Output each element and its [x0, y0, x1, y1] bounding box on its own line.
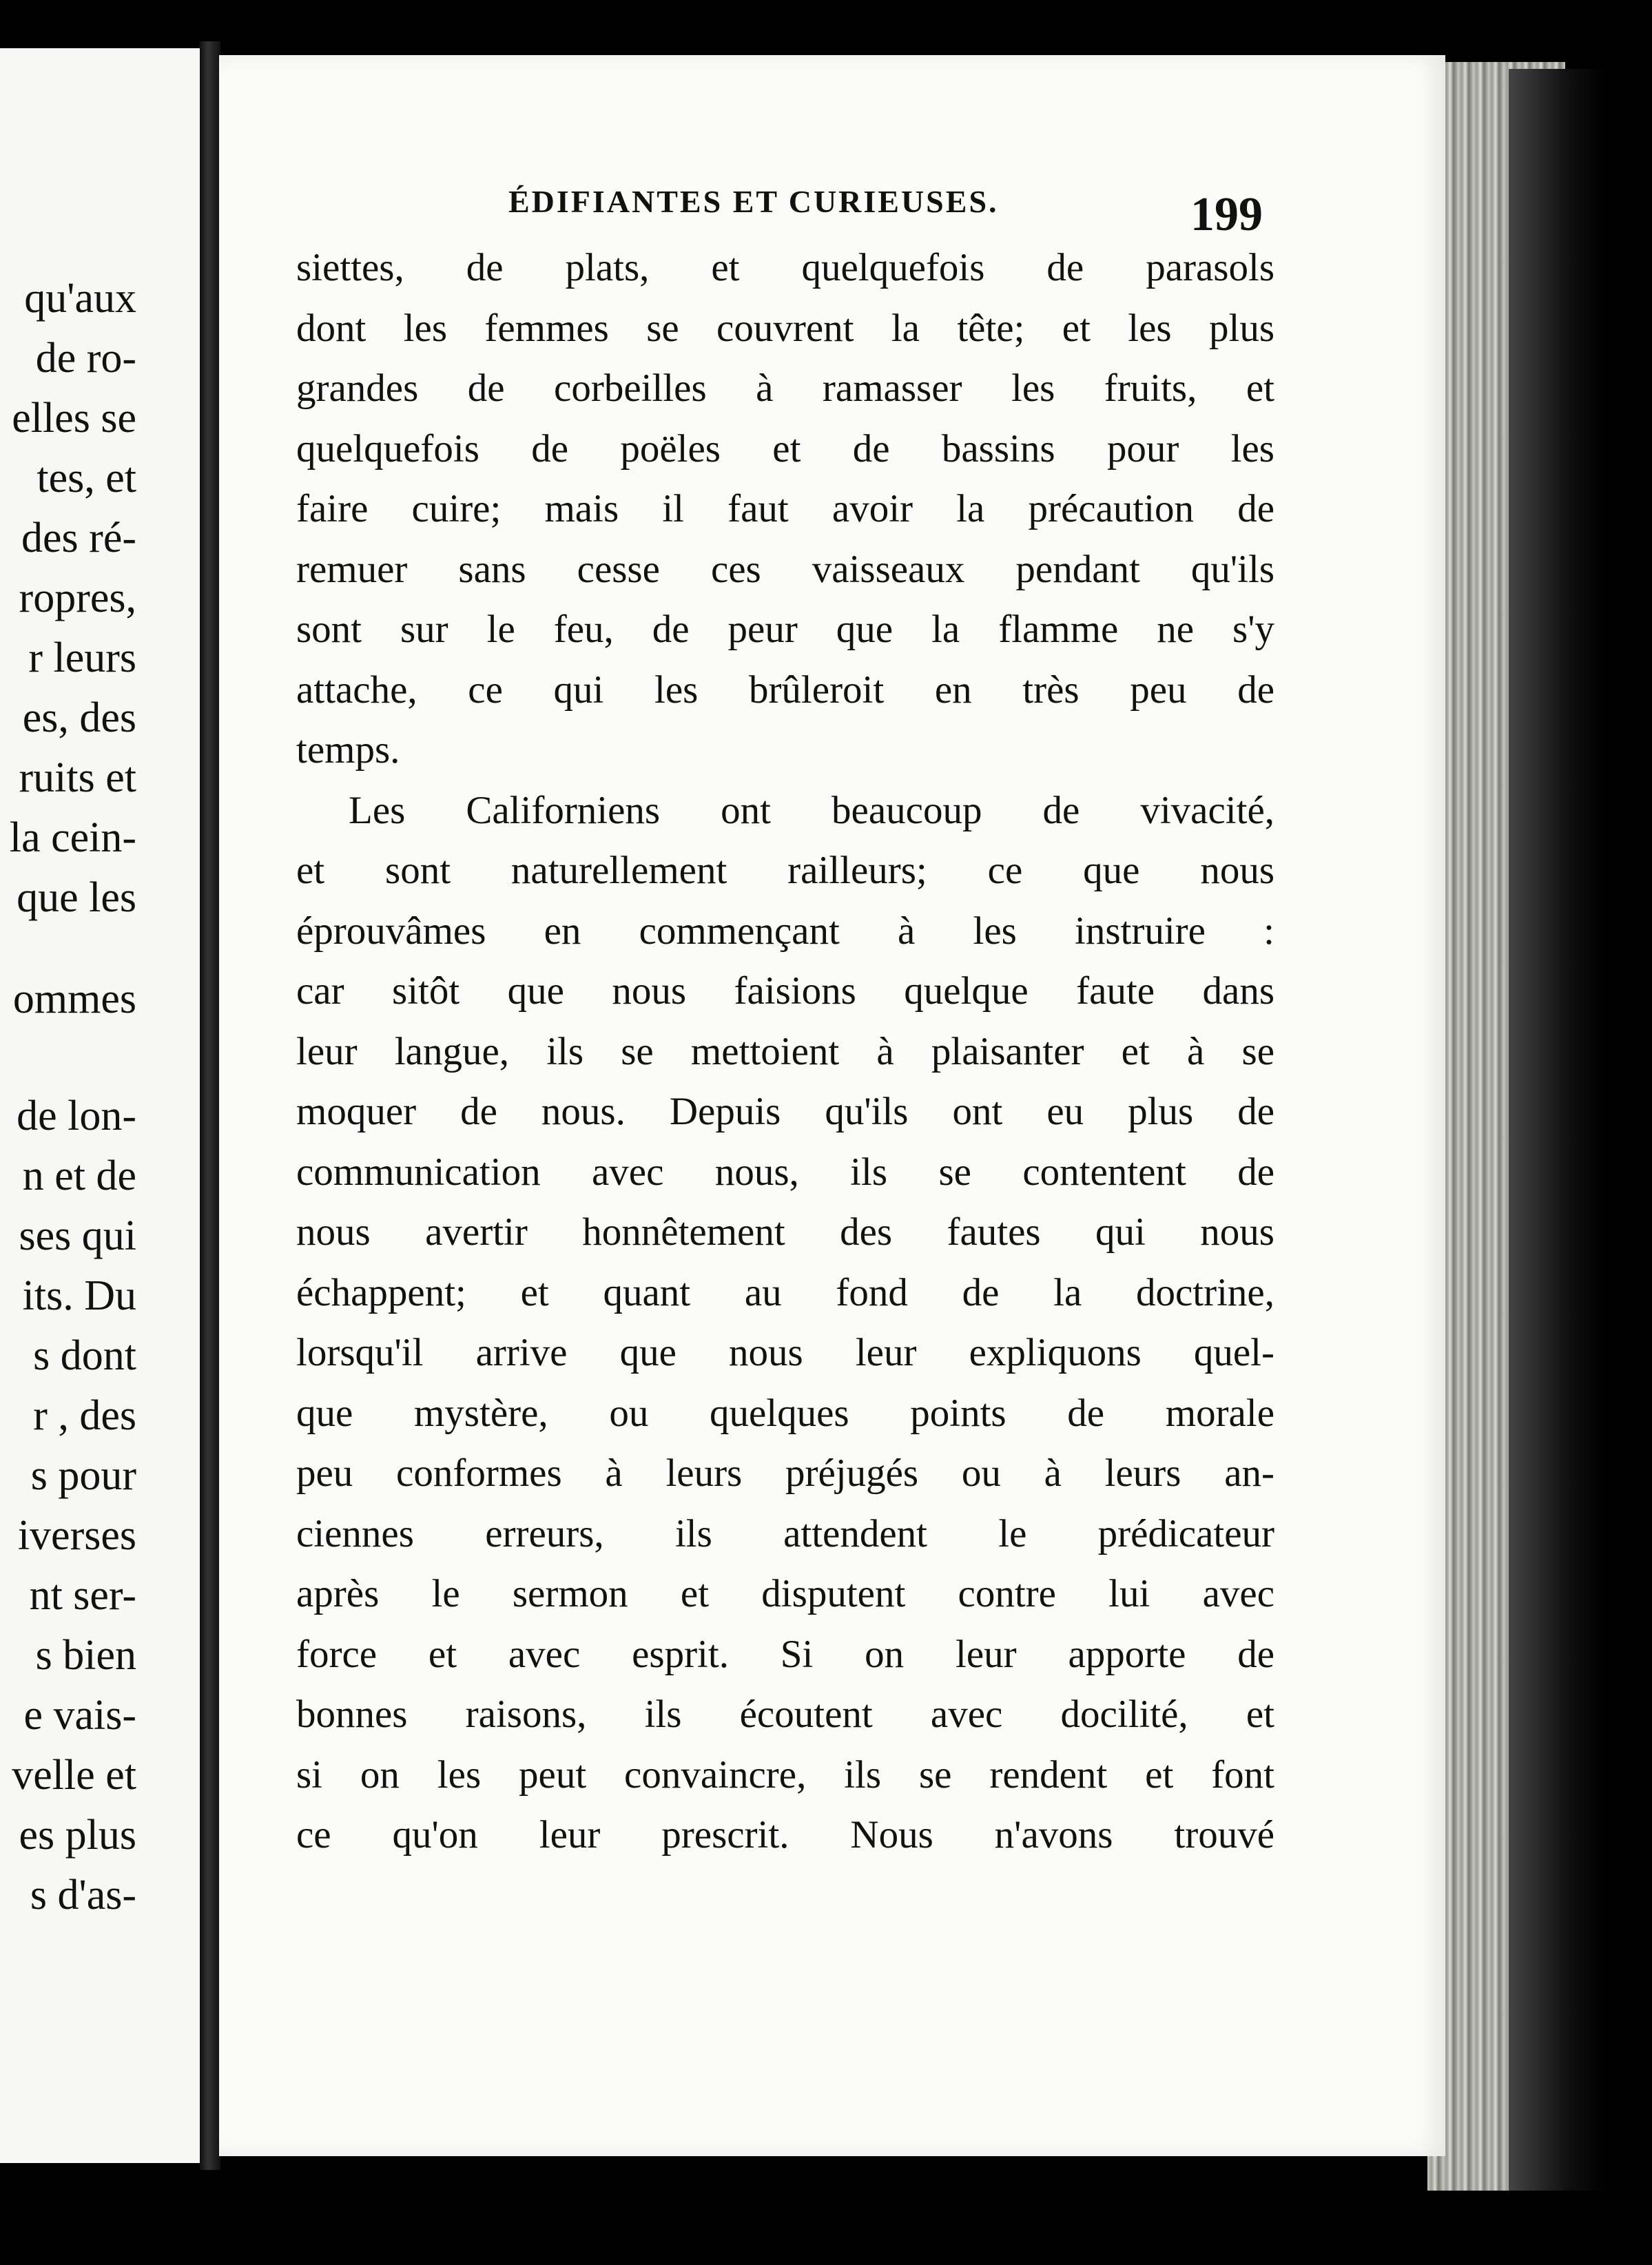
left-page-fragment: [0, 48, 204, 2163]
left-page-line: la cein-: [9, 814, 136, 861]
text-line: force et avec esprit. Si on leur apporte de: [296, 1632, 1274, 1676]
left-page-line: velle et: [12, 1752, 136, 1799]
text-line: si on les peut convaincre, ils se rendent et font: [296, 1752, 1274, 1797]
left-page-line: elles se: [12, 395, 136, 442]
text-line: et sont naturellement railleurs; ce que nous: [296, 849, 1274, 892]
page-number: 199: [1190, 188, 1263, 241]
left-page-line: ses qui: [19, 1212, 136, 1259]
left-page-line: ommes: [12, 975, 136, 1022]
text-line: dont les femmes se couvrent la tête; et les plus: [296, 306, 1274, 350]
text-line: ce qu'on leur prescrit. Nous n'avons trouvé: [296, 1813, 1274, 1857]
left-page-line: s d'as-: [30, 1872, 136, 1918]
text-line: échappent; et quant au fond de la doctrine,: [296, 1270, 1274, 1314]
left-page-line: s dont: [33, 1332, 136, 1379]
running-title: ÉDIFIANTES ET CURIEUSES.: [508, 184, 999, 219]
text-line: temps.: [296, 728, 400, 772]
left-page-line: de lon-: [17, 1093, 136, 1139]
left-page-line: ruits et: [19, 754, 136, 801]
text-line: bonnes raisons, ils écoutent avec docilité, et: [296, 1693, 1274, 1736]
left-page-line: iverses: [17, 1512, 136, 1559]
paragraph-2: [296, 780, 1274, 1865]
left-page-line: n et de: [22, 1152, 136, 1199]
left-page-line: s pour: [30, 1452, 136, 1499]
left-page-line: tes, et: [37, 455, 136, 501]
left-page-text: [10, 269, 136, 1925]
left-page-line: es, des: [22, 694, 136, 741]
text-line: peu conformes à leurs préjugés ou à leurs an-: [296, 1451, 1274, 1495]
text-line: siettes, de plats, et quelquefois de parasols: [296, 246, 1274, 289]
text-line: après le sermon et disputent contre lui avec: [296, 1572, 1274, 1615]
left-page-line: e vais-: [23, 1692, 136, 1739]
left-page-line: qu'aux: [24, 275, 136, 322]
left-page-line: its. Du: [22, 1272, 136, 1319]
text-line: sont sur le feu, de peur que la flamme ne s'y: [296, 608, 1274, 651]
text-line: que mystère, ou quelques points de morale: [296, 1391, 1274, 1435]
left-page-line: es plus: [19, 1812, 136, 1859]
text-line: car sitôt que nous faisions quelque faute dans: [296, 969, 1274, 1013]
left-page-line: r , des: [33, 1392, 136, 1439]
text-line: remuer sans cesse ces vaisseaux pendant qu'ils: [296, 547, 1274, 591]
left-page-line: s bien: [35, 1632, 136, 1679]
text-line: quelquefois de poëles et de bassins pour les: [296, 426, 1274, 470]
left-page-line: de ro-: [35, 335, 136, 382]
left-page-line: ropres,: [19, 575, 136, 621]
text-line: ciennes erreurs, ils attendent le prédicateur: [296, 1511, 1274, 1555]
text-line: leur langue, ils se mettoient à plaisanter et à se: [296, 1029, 1274, 1073]
book-gutter: [200, 41, 220, 2170]
page-body: [296, 238, 1274, 1865]
text-line: lorsqu'il arrive que nous leur expliquons quel-: [296, 1331, 1274, 1374]
text-line: attache, ce qui les brûleroit en très peu de: [296, 668, 1274, 712]
text-line: nous avertir honnêtement des fautes qui nous: [296, 1210, 1274, 1254]
text-line: Les Californiens ont beaucoup de vivacité,: [349, 788, 1274, 832]
text-line: communication avec nous, ils se contentent de: [296, 1150, 1274, 1194]
left-page-line: que les: [17, 874, 136, 921]
left-page-line: nt ser-: [29, 1572, 136, 1619]
text-line: faire cuire; mais il faut avoir la précaution de: [296, 487, 1274, 530]
text-line: moquer de nous. Depuis qu'ils ont eu plus de: [296, 1090, 1274, 1133]
left-page-line: r leurs: [28, 634, 136, 681]
text-line: éprouvâmes en commençant à les instruire :: [296, 909, 1274, 953]
paragraph-1: [296, 238, 1274, 780]
book-spine-shadow: [1509, 69, 1605, 2191]
left-page-line: des ré-: [21, 515, 136, 561]
text-line: grandes de corbeilles à ramasser les fruits, et: [296, 366, 1274, 410]
